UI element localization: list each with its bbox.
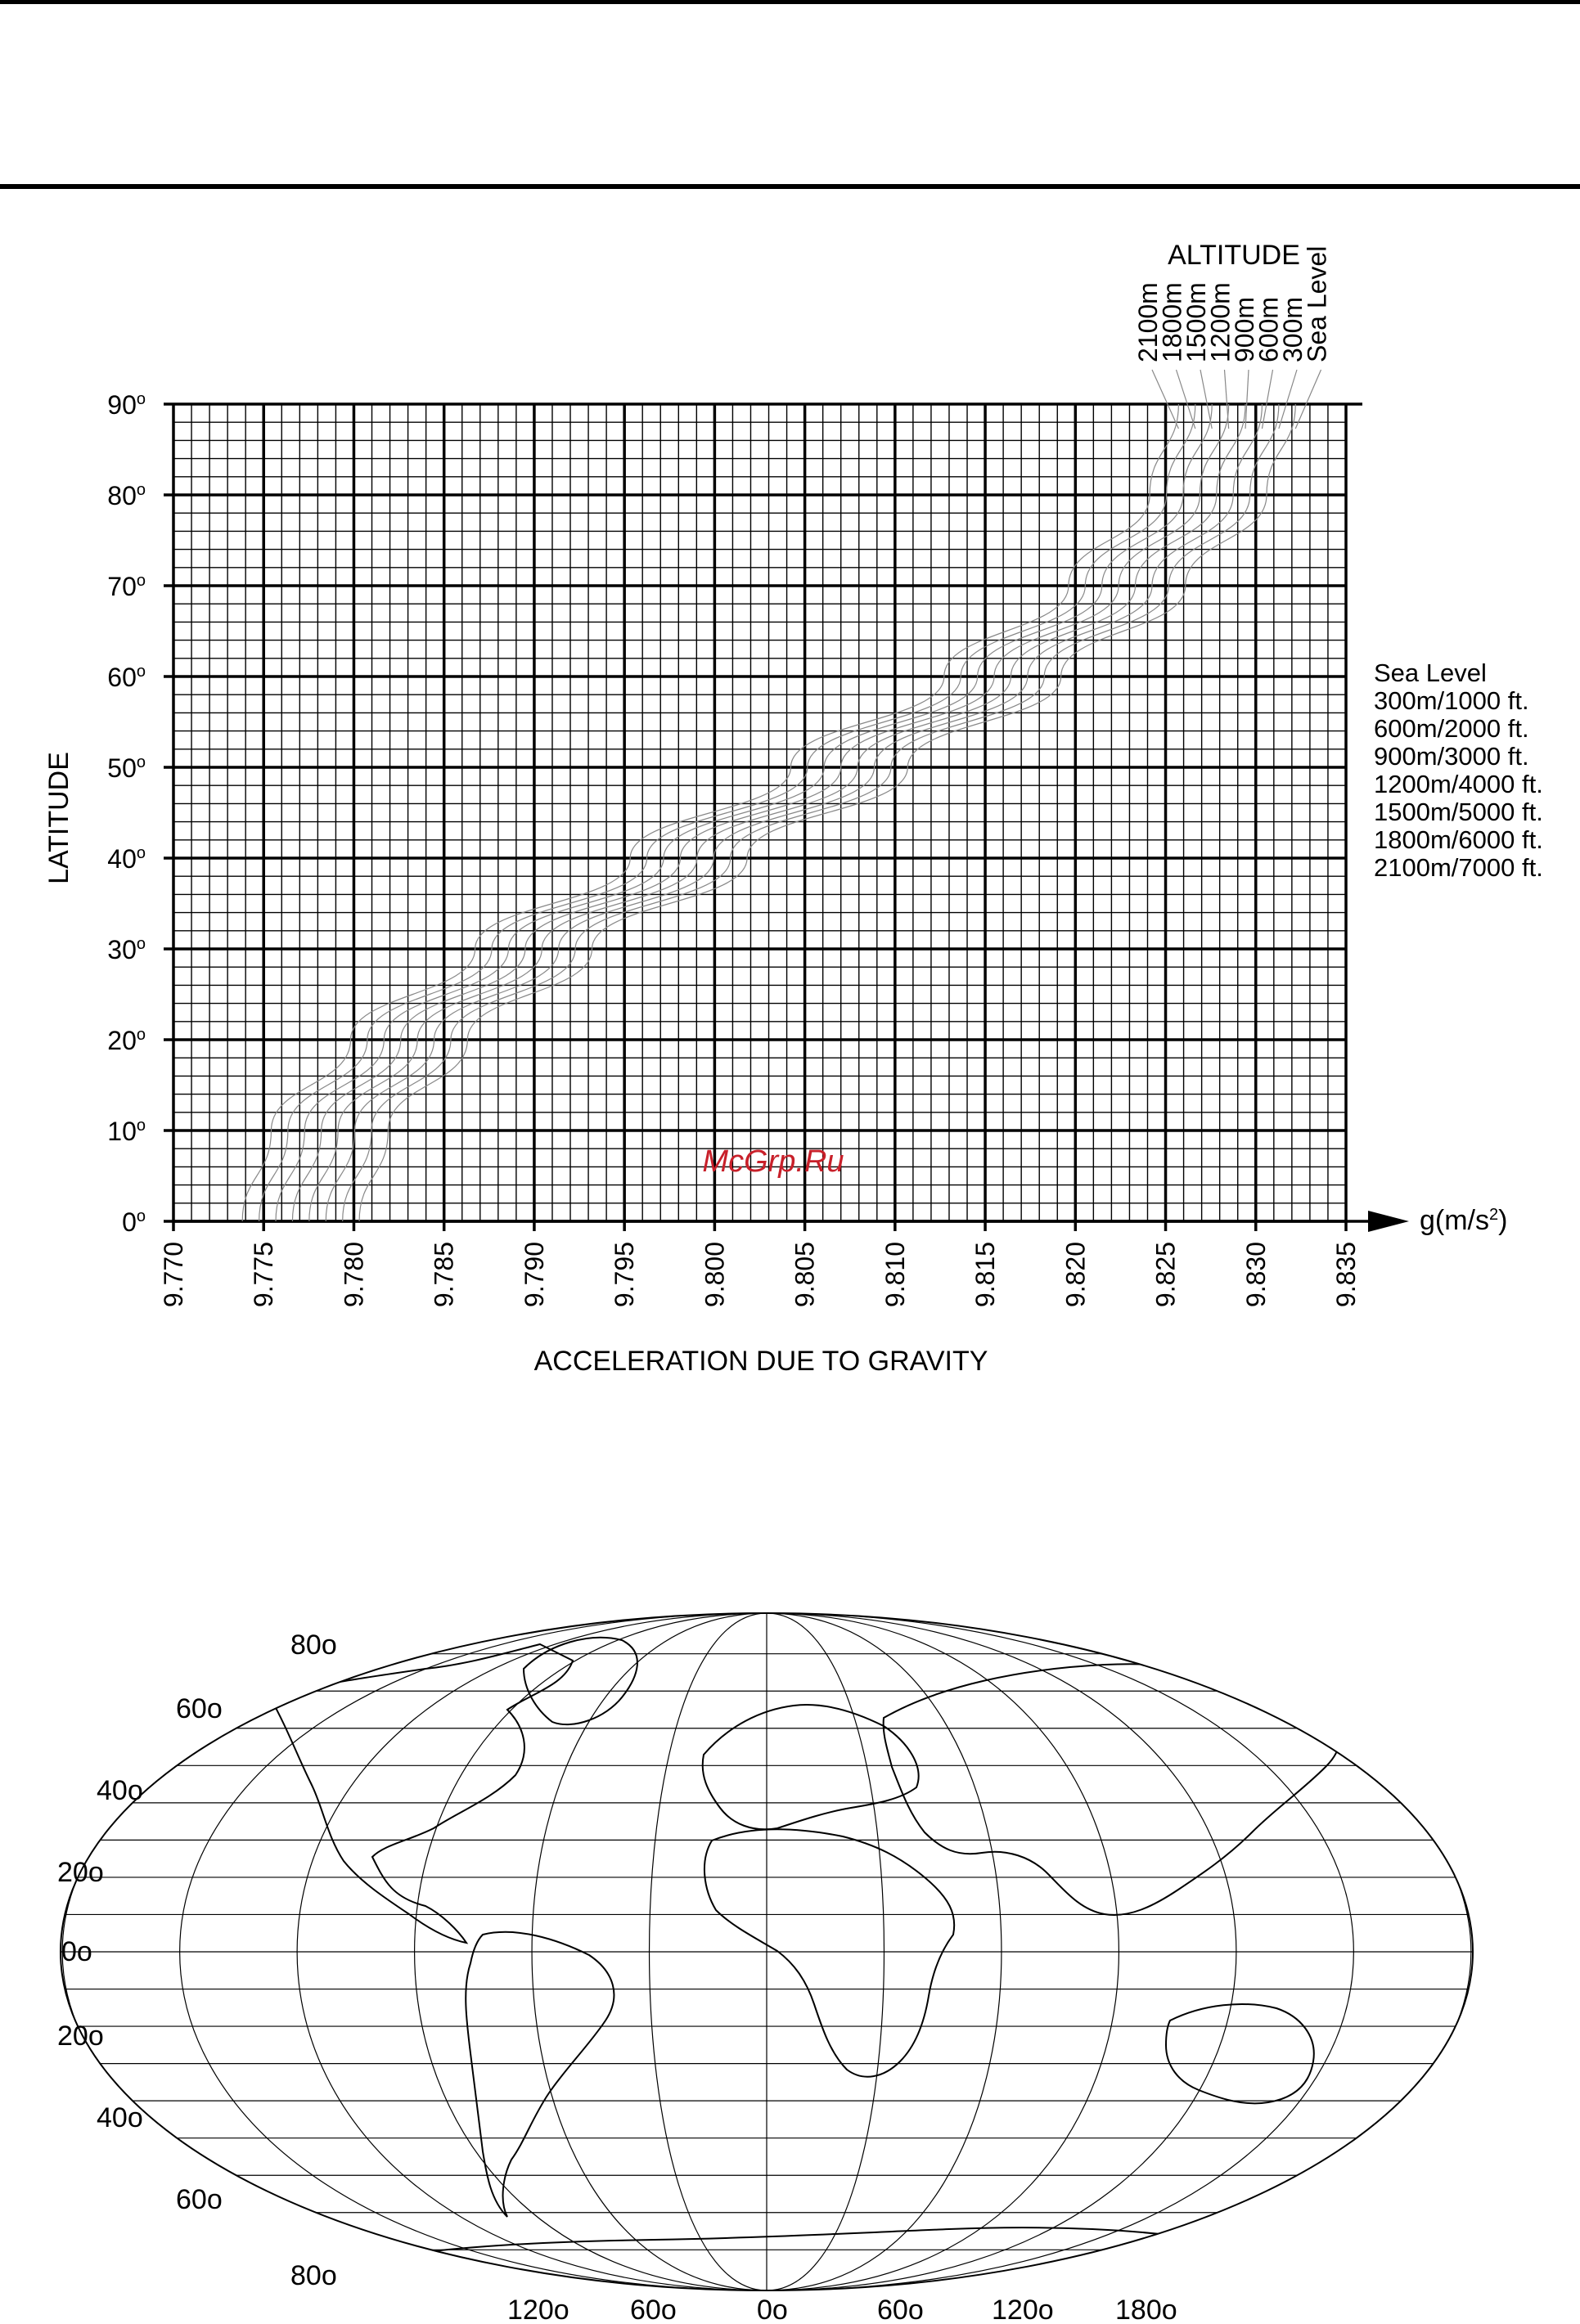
degree-mark: o: [136, 390, 146, 408]
altitude-label: 1500m: [1182, 282, 1211, 362]
x-axis-label: ACCELERATION DUE TO GRAVITY: [533, 1346, 988, 1377]
x-tick-label: 9.825: [1150, 1242, 1181, 1308]
degree-mark: o: [136, 935, 146, 953]
x-tick-label: 9.805: [790, 1242, 820, 1308]
x-tick-label: 9.820: [1060, 1242, 1091, 1308]
map-latitude-label: 60o: [176, 2184, 223, 2215]
altitude-label: 1200m: [1205, 282, 1236, 362]
x-tick-label: 9.775: [249, 1242, 279, 1308]
y-axis-label: LATITUDE: [43, 752, 74, 884]
coastlines: [270, 1638, 1339, 2290]
x-tick-label: 9.800: [700, 1242, 730, 1308]
map-latitude-label: 80o: [290, 1629, 337, 1661]
africa-coastline: [704, 1829, 954, 2076]
degree-mark: o: [136, 572, 146, 590]
map-longitude-label: 60o: [630, 2295, 677, 2324]
map-latitude-label: 20o: [57, 2021, 104, 2052]
south-america-coastline: [466, 1932, 614, 2217]
legend-entry: 600m/2000 ft.: [1374, 714, 1529, 743]
degree-mark: o: [136, 481, 146, 499]
y-tick-label: 0$^o$: [122, 1207, 146, 1237]
altitude-label: 2100m: [1133, 282, 1163, 362]
x-unit-label: $g(m/s^2)$: [1420, 1205, 1508, 1236]
x-tick-label: 9.780: [339, 1242, 369, 1308]
greenland-coastline: [524, 1638, 637, 1724]
map-latitude-label: 40o: [97, 2102, 143, 2133]
legend-entry: Sea Level: [1374, 659, 1487, 687]
map-latitude-label: 80o: [290, 2260, 337, 2291]
y-tick-label: 60$^o$: [107, 663, 146, 692]
map-latitude-label: 60o: [176, 1693, 223, 1724]
legend-entry: 300m/1000 ft.: [1374, 686, 1529, 715]
x-tick-label: 9.795: [610, 1242, 640, 1308]
x-tick-label: 9.810: [880, 1242, 910, 1308]
legend-entry: 900m/3000 ft.: [1374, 742, 1529, 771]
europe-coastline: [703, 1705, 919, 1829]
legend-entry: 1800m/6000 ft.: [1374, 825, 1543, 854]
y-tick-label: 70$^o$: [107, 572, 146, 601]
altitude-title: ALTITUDE: [1168, 240, 1300, 271]
antarctica-coastline: [381, 2227, 1218, 2290]
map-longitude-label: 0o: [757, 2295, 788, 2324]
degree-mark: o: [136, 1026, 146, 1044]
y-tick-label: 30$^o$: [107, 935, 146, 964]
degree-mark: o: [136, 1207, 146, 1225]
altitude-label: 300m: [1278, 296, 1308, 362]
legend-entry: 1500m/5000 ft.: [1374, 798, 1543, 826]
x-tick-label: 9.770: [159, 1242, 188, 1308]
degree-mark: o: [136, 753, 146, 771]
legend-entry: 1200m/4000 ft.: [1374, 770, 1543, 798]
y-tick-label: 80$^o$: [107, 481, 146, 510]
altitude-label: 600m: [1254, 296, 1284, 362]
x-tick-label: 9.815: [970, 1242, 1001, 1308]
y-tick-label: 20$^o$: [107, 1026, 146, 1055]
map-longitude-label: 120o: [507, 2295, 569, 2324]
map-latitude-label: 0o: [61, 1936, 92, 1967]
australia-coastline: [1166, 2004, 1314, 2103]
y-tick-label: 50$^o$: [107, 753, 146, 783]
map-latitude-label: 40o: [97, 1775, 143, 1806]
legend-entry: 2100m/7000 ft.: [1374, 853, 1543, 882]
watermark: McGrp.Ru: [702, 1144, 844, 1179]
degree-mark: o: [136, 844, 146, 862]
y-tick-label: 10$^o$: [107, 1117, 146, 1146]
degree-mark: o: [136, 663, 146, 681]
y-tick-label: 90$^o$: [107, 390, 146, 420]
map-longitude-label: 180o: [1115, 2295, 1177, 2324]
altitude-label: 1800m: [1157, 282, 1187, 362]
altitude-label: Sea Level: [1302, 245, 1332, 362]
x-tick-label: 9.830: [1240, 1242, 1271, 1308]
map-longitude-label: 120o: [992, 2295, 1054, 2324]
altitude-label: 900m: [1230, 296, 1259, 362]
map-longitude-label: 60o: [877, 2295, 924, 2324]
x-tick-label: 9.785: [429, 1242, 459, 1308]
x-tick-label: 9.835: [1331, 1242, 1361, 1308]
map-latitude-label: 20o: [57, 1857, 104, 1888]
x-tick-label: 9.790: [519, 1242, 549, 1308]
y-tick-label: 40$^o$: [107, 844, 146, 874]
degree-mark: o: [136, 1117, 146, 1135]
